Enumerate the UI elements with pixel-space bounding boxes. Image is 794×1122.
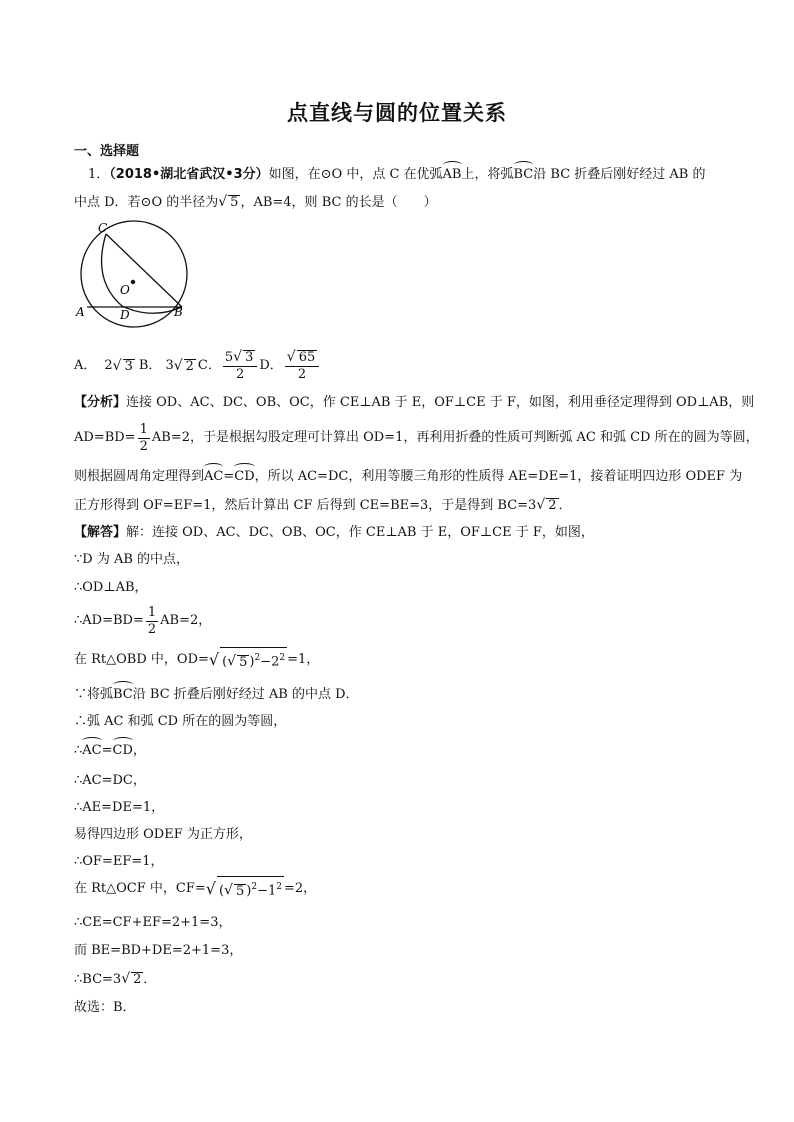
- option-d-radicand: 65: [298, 350, 316, 365]
- radicand: 5: [239, 654, 248, 670]
- option-a-coef: 2: [104, 358, 113, 373]
- folded-arc: [102, 234, 182, 313]
- solution-line-7: ∴弧 AC 和弧 CD 所在的圆为等圆，: [74, 714, 287, 729]
- label-o: O: [120, 283, 130, 297]
- arc-cd: CD: [234, 469, 255, 484]
- analysis-line-2: [74, 420, 759, 456]
- radicand: 2: [548, 498, 557, 513]
- question-text: 如图，在⊙O 中，点 C 在优弧: [268, 167, 443, 182]
- paren: ): [249, 654, 255, 670]
- solution-text: 在 Rt△OCF 中，CF=: [74, 881, 206, 896]
- solution-line-4: [74, 603, 211, 639]
- arc-cd: CD: [112, 743, 133, 758]
- option-c-label: C．: [197, 358, 221, 373]
- arc-ac: AC: [82, 743, 102, 758]
- solution-text: ∴AD=BD=: [74, 613, 144, 628]
- solution-line-16: ∴BC=3√ 2 ．: [74, 971, 157, 987]
- exponent: 2: [254, 653, 261, 664]
- solution-line-15: 而 BE=BD+DE=2+1=3，: [74, 943, 243, 958]
- label-a: A: [76, 305, 85, 319]
- solution-text: ，: [132, 743, 146, 758]
- big-radical: (√ 5 )$^2-2^2$: [220, 647, 287, 672]
- paren: (: [218, 883, 225, 899]
- question-line-1: [88, 166, 705, 184]
- solution-line-17: 故选：B．: [74, 1000, 136, 1015]
- circle-figure: [72, 220, 192, 330]
- fraction-num: 1: [147, 604, 157, 620]
- solution-line-14: ∴CE=CF+EF=2+1=3，: [74, 915, 232, 930]
- arc-ab: AB: [442, 167, 462, 182]
- solution-line-9: ∴AC=DC，: [74, 773, 146, 788]
- analysis-line-1: [74, 394, 754, 412]
- option-c-radicand: 3: [245, 350, 254, 365]
- minus-term: −2: [260, 654, 280, 670]
- label-d: D: [120, 308, 130, 322]
- option-d-fraction: $\frac{√ 65}{2}$: [285, 349, 319, 383]
- solution-text: ∵将弧: [74, 687, 114, 702]
- radicand: 5: [230, 195, 239, 210]
- analysis-text: 则根据圆周角定理得到: [74, 469, 205, 484]
- solution-line-12: ∴OF=EF=1，: [74, 854, 164, 869]
- analysis-text: ．: [558, 498, 572, 513]
- option-c-coef: 5: [224, 350, 234, 365]
- solution-text: ．: [143, 972, 157, 987]
- answer-options: A． 2 √ 3 B． 3 √ 2 C． $\frac{5√ 3}{2}$ D． $\frac{√ 65}{2}$: [74, 346, 321, 386]
- option-d-label: D．: [259, 358, 283, 373]
- solution-text: ∴: [74, 743, 83, 758]
- solution-line-13: 在 Rt△OCF 中，CF= √ (√ 5 )$^2-1^2$ =2，: [74, 877, 316, 901]
- option-b-label: B．: [138, 358, 162, 373]
- solution-line-6: [74, 686, 359, 704]
- half-fraction: [146, 605, 158, 638]
- solution-text: 在 Rt△OBD 中，OD=: [74, 652, 209, 667]
- label-c: C: [98, 221, 108, 235]
- big-radical: (√ 5 )$^2-1^2$: [217, 876, 284, 901]
- arc-bc: BC: [513, 167, 534, 182]
- paren: ): [246, 883, 252, 899]
- analysis-line-3: [74, 468, 742, 486]
- solution-line-8: [74, 742, 146, 760]
- equals-sign: =: [101, 743, 113, 758]
- analysis-line-4: 正方形得到 OF=EF=1，然后计算出 CF 后得到 CE=BE=3，于是得到 BC=3√ 2 ．: [74, 497, 572, 513]
- analysis-text: ，所以 AC=DC，利用等腰三角形的性质得 AE=DE=1，接着证明四边形 ODEF 为: [254, 469, 743, 484]
- section-heading: 一、选择题: [74, 144, 140, 159]
- question-text: ，AB=4，则 BC 的长是（ ）: [240, 195, 437, 210]
- solution-line-10: ∴AE=DE=1，: [74, 800, 165, 815]
- arc-ac: AC: [204, 469, 224, 484]
- paren: (: [222, 654, 228, 670]
- exponent: 2: [279, 653, 286, 664]
- chord-bc: [106, 234, 182, 307]
- exponent: 2: [251, 882, 258, 893]
- minus-term: −1: [257, 883, 277, 899]
- page-title: 点直线与圆的位置关系: [287, 101, 507, 125]
- equals-sign: =: [223, 469, 235, 484]
- solution-text: ∴BC=3: [74, 972, 122, 987]
- analysis-text: AB=2，于是根据勾股定理可计算出 OD=1，再利用折叠的性质可判断弧 AC 和弧 CD 所在的圆为等圆，: [151, 430, 759, 445]
- question-number: 1．: [88, 167, 110, 182]
- arc-bc: BC: [113, 687, 133, 702]
- option-a-radicand: 3: [124, 358, 133, 374]
- solution-line-5: 在 Rt△OBD 中，OD= √ (√ 5 )$^2-2^2$ =1，: [74, 648, 319, 672]
- center-point: [131, 280, 135, 284]
- solution-text: =2，: [283, 881, 317, 896]
- question-source: （2018•湖北省武汉•3分）: [109, 167, 269, 182]
- fraction-num: 1: [139, 421, 148, 437]
- solution-line-1: [74, 524, 594, 542]
- solution-line-11: 易得四边形 ODEF 为正方形，: [74, 827, 252, 842]
- solution-text: 解：连接 OD、AC、DC、OB、OC，作 CE⊥AB 于 E，OF⊥CE 于 F，如图，: [126, 525, 594, 540]
- analysis-text: AD=BD=: [74, 430, 136, 445]
- option-d-denominator: 2: [297, 367, 307, 382]
- solution-tag: 【解答】: [74, 525, 127, 540]
- question-line-2: 中点 D．若⊙O 的半径为√ 5 ，AB=4，则 BC 的长是（ ）: [74, 194, 437, 210]
- question-text: 中点 D．若⊙O 的半径为: [74, 195, 219, 210]
- question-text: 沿 BC 折叠后刚好经过 AB 的: [533, 167, 706, 182]
- label-b: B: [174, 305, 183, 319]
- analysis-tag: 【分析】: [74, 395, 127, 410]
- option-b-coef: 3: [165, 358, 174, 373]
- exponent: 2: [276, 882, 282, 893]
- solution-text: AB=2，: [160, 613, 212, 628]
- question-text: 上，将弧: [461, 167, 514, 182]
- analysis-text: 连接 OD、AC、DC、OB、OC，作 CE⊥AB 于 E，OF⊥CE 于 F，如图，利用垂径定理得到 OD⊥AB，则: [126, 395, 755, 410]
- radicand: 5: [235, 883, 245, 899]
- fraction-den: 2: [147, 621, 157, 637]
- analysis-text: 正方形得到 OF=EF=1，然后计算出 CF 后得到 CE=BE=3，于是得到 BC=3: [74, 498, 537, 513]
- solution-text: =1，: [287, 652, 320, 667]
- solution-text: 沿 BC 折叠后刚好经过 AB 的中点 D．: [132, 687, 359, 702]
- solution-line-2: ∵D 为 AB 的中点，: [74, 552, 190, 567]
- option-c-denominator: 2: [235, 367, 245, 382]
- option-b-radicand: 2: [185, 358, 194, 374]
- radicand: 2: [133, 972, 142, 987]
- option-c-fraction: $\frac{5√ 3}{2}$: [223, 349, 257, 383]
- option-a-label: A．: [74, 358, 97, 373]
- solution-line-3: ∴OD⊥AB，: [74, 580, 148, 595]
- half-fraction: [138, 422, 150, 455]
- fraction-den: 2: [139, 438, 148, 454]
